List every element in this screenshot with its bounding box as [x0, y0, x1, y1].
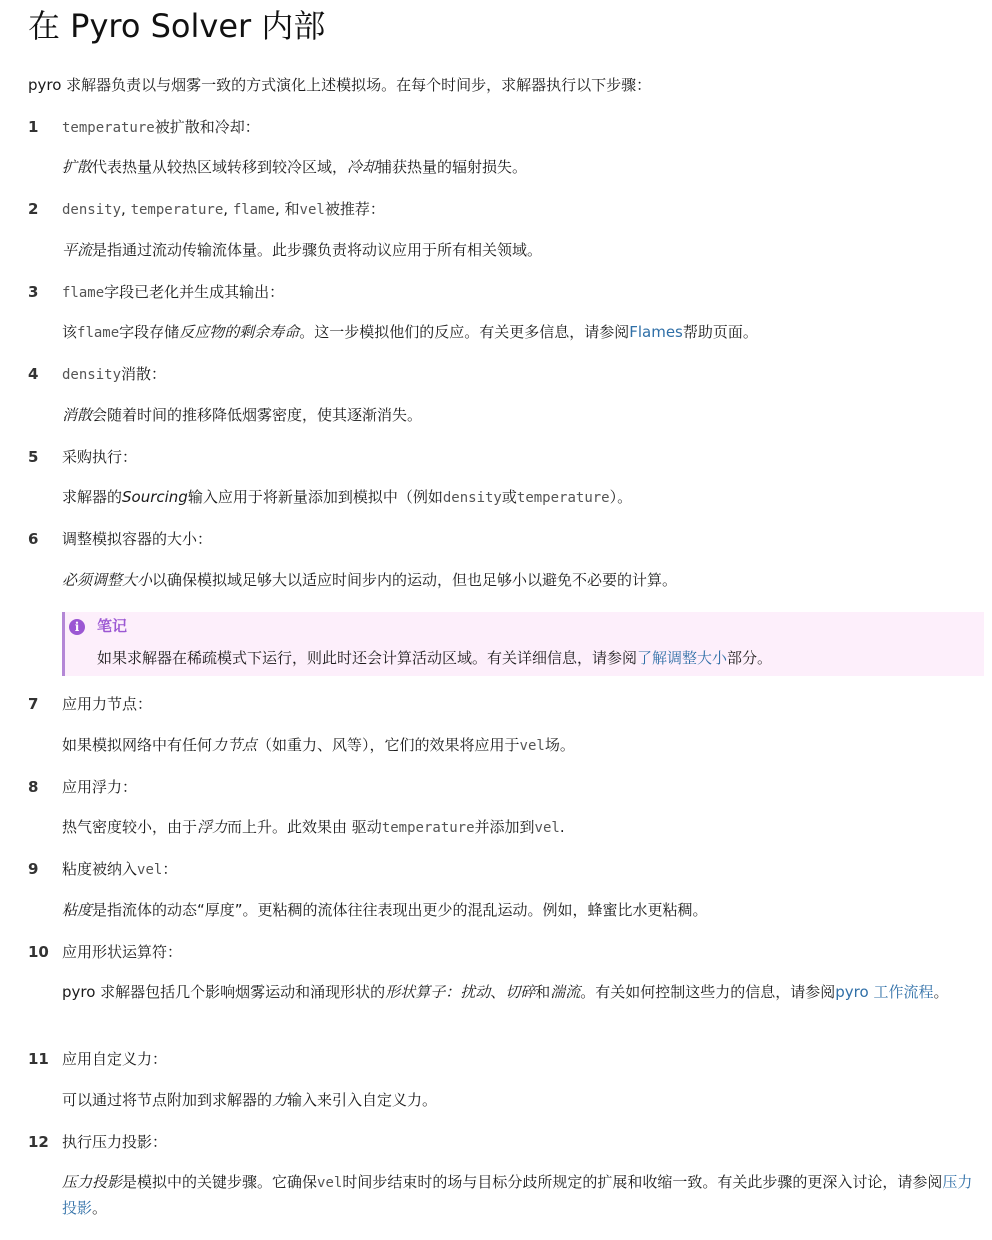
emphasis-term: 消散	[62, 406, 93, 424]
text-run: 或	[501, 488, 517, 506]
text-run: 。	[933, 983, 949, 1001]
text-run: 应用浮力：	[62, 778, 138, 796]
step-6-heading	[0, 528, 992, 550]
help-link[interactable]: 了解调整大小	[637, 649, 728, 667]
text-run: 输入来引入自定义力。	[287, 1091, 438, 1109]
text-run: 调整模拟容器的大小：	[62, 530, 213, 548]
step-9-body	[62, 898, 982, 923]
emphasis-term: 必须调整大小	[62, 571, 153, 589]
text-run: ,	[121, 200, 131, 218]
emphasis-term: 平流	[62, 241, 93, 259]
text-run: 帮助页面。	[682, 323, 758, 341]
text-run: 、	[490, 983, 506, 1001]
step-7-heading	[0, 693, 992, 715]
step-title	[62, 941, 182, 963]
text-run: pyro 求解器包括几个影响烟雾运动和涌现形状的	[62, 983, 386, 1001]
text-run: 可以通过将节点附加到求解器的	[62, 1091, 273, 1109]
step-number: 6	[28, 530, 39, 548]
text-run: 。	[92, 1199, 108, 1217]
text-run: 。有关如何控制这些力的信息，请参阅	[580, 983, 836, 1001]
step-title	[62, 116, 260, 139]
text-run: 而上升。此效果由 驱动	[227, 818, 382, 836]
code-term: flame	[232, 202, 275, 218]
code-term: vel	[534, 820, 560, 836]
code-term: vel	[317, 1175, 343, 1191]
text-run: 字段存储	[119, 323, 180, 341]
code-term: density	[442, 490, 502, 506]
step-10-body	[62, 980, 982, 1005]
emphasis-term: 扩散	[62, 158, 93, 176]
step-1-body	[62, 155, 982, 180]
emphasis-term: 湍流	[550, 983, 581, 1001]
text-run: 热气密度较小，由于	[62, 818, 198, 836]
step-title	[62, 198, 385, 221]
step-title	[62, 693, 152, 715]
text-run: ：	[162, 860, 178, 878]
code-term: temperature	[130, 202, 224, 218]
text-run: （如重力、风等），它们的效果将应用于	[257, 736, 520, 754]
text-run: 被扩散和冷却：	[154, 118, 260, 136]
step-title	[62, 363, 166, 386]
text-run: 并添加到	[474, 818, 535, 836]
step-8-body	[62, 815, 982, 841]
emphasis-term: 粘度	[62, 901, 93, 919]
text-run: 执行压力投影：	[62, 1133, 168, 1151]
text-run: .	[559, 818, 565, 836]
intro-paragraph: pyro 求解器负责以与烟雾一致的方式演化上述模拟场。在每个时间步，求解器执行以下步骤：	[28, 76, 652, 94]
text-run: 以确保模拟域足够大以适应时间步内的运动，但也足够小以避免不必要的计算。	[152, 571, 678, 589]
help-link[interactable]: pyro 工作流程	[835, 983, 934, 1001]
step-number: 3	[28, 283, 39, 301]
text-run: 和	[535, 983, 551, 1001]
step-3-body	[62, 320, 982, 346]
text-run: 应用力节点：	[62, 695, 153, 713]
text-run: 会随着时间的推移降低烟雾密度，使其逐渐消失。	[92, 406, 423, 424]
text-run: 被推荐：	[324, 200, 385, 218]
code-term: density	[62, 367, 122, 383]
step-10-heading	[0, 941, 992, 963]
step-number: 8	[28, 778, 39, 796]
step-title	[62, 858, 177, 881]
text-run: 字段已老化并生成其输出：	[104, 283, 285, 301]
step-number: 11	[28, 1050, 49, 1068]
text-run: 该	[62, 323, 78, 341]
step-title	[62, 446, 137, 468]
step-8-heading	[0, 776, 992, 798]
step-4-body	[62, 403, 982, 428]
step-number: 7	[28, 695, 39, 713]
emphasis-term: 冷却	[347, 158, 378, 176]
text-run: 场。	[544, 736, 575, 754]
text-run: , 和	[274, 200, 300, 218]
emphasis-term: 压力投影	[62, 1173, 123, 1191]
code-term: temperature	[516, 490, 610, 506]
help-link[interactable]: Flames	[629, 323, 683, 341]
text-run: 代表热量从较热区域转移到较冷区域，	[92, 158, 348, 176]
text-run: 应用形状运算符：	[62, 943, 183, 961]
text-run: 如果模拟网络中有任何	[62, 736, 213, 754]
step-number: 1	[28, 118, 39, 136]
code-term: temperature	[62, 120, 155, 136]
emphasis-term: 形状算子：扰动	[385, 983, 491, 1001]
step-1-heading	[0, 116, 992, 138]
text-run: 是模拟中的关键步骤。它确保	[122, 1173, 318, 1191]
text-run: 应用自定义力：	[62, 1050, 168, 1068]
step-title	[62, 528, 212, 550]
step-11-body	[62, 1088, 982, 1113]
step-6-body	[62, 568, 982, 593]
step-number: 10	[28, 943, 49, 961]
code-term: vel	[519, 738, 545, 754]
step-12-heading	[0, 1131, 992, 1153]
step-2-body	[62, 238, 982, 263]
step-title	[62, 281, 284, 304]
code-term: flame	[77, 325, 120, 341]
text-run: 粘度被纳入	[62, 860, 138, 878]
step-title	[62, 1048, 167, 1070]
emphasis-term: 力	[272, 1091, 288, 1109]
help-link[interactable]: 压力投影	[62, 1173, 973, 1217]
text-run: 输入应用于将新量添加到模拟中（例如	[187, 488, 443, 506]
text-run: ）。	[609, 488, 633, 506]
emphasis-term: 反应物的剩余寿命	[179, 323, 300, 341]
step-number: 9	[28, 860, 39, 878]
code-term: temperature	[381, 820, 475, 836]
step-11-heading	[0, 1048, 992, 1070]
step-title	[62, 776, 137, 798]
text-run: 。这一步模拟他们的反应。有关更多信息，请参阅	[299, 323, 630, 341]
text-run: 采购执行：	[62, 448, 138, 466]
step-5-heading	[0, 446, 992, 468]
info-icon: i	[69, 619, 85, 635]
text-run: 求解器的	[62, 488, 123, 506]
step-number: 4	[28, 365, 39, 383]
text-run: 时间步结束时的场与目标分歧所规定的扩展和收缩一致。有关此步骤的更深入讨论，请参阅	[342, 1173, 943, 1191]
step-9-heading	[0, 858, 992, 880]
note-callout	[62, 612, 984, 676]
text-run: 捕获热量的辐射损失。	[377, 158, 528, 176]
step-number: 2	[28, 200, 39, 218]
code-term: flame	[62, 285, 105, 301]
code-term: vel	[137, 862, 163, 878]
text-run: 消散：	[121, 365, 167, 383]
step-7-body	[62, 733, 982, 759]
text-run: 是指流体的动态“厚度”。更粘稠的流体往往表现出更少的混乱运动。例如，蜂蜜比水更粘稠。	[92, 901, 708, 919]
text-run: 部分。	[727, 649, 773, 667]
step-number: 5	[28, 448, 39, 466]
emphasis-term: 力节点	[212, 736, 258, 754]
step-2-heading	[0, 198, 992, 220]
code-term: density	[62, 202, 122, 218]
note-title: 笔记	[97, 617, 128, 635]
step-5-body	[62, 485, 982, 511]
text-run: 如果求解器在稀疏模式下运行，则此时还会计算活动区域。有关详细信息，请参阅	[97, 649, 638, 667]
page-title: 在 Pyro Solver 内部	[28, 7, 326, 45]
emphasis-term: 浮力	[197, 818, 228, 836]
emphasis-term: Sourcing	[122, 488, 188, 506]
note-text	[97, 647, 772, 669]
step-title	[62, 1131, 167, 1153]
text-run: ,	[223, 200, 233, 218]
code-term: vel	[299, 202, 325, 218]
step-12-body	[62, 1170, 982, 1221]
step-3-heading	[0, 281, 992, 303]
emphasis-term: 切碎	[505, 983, 536, 1001]
step-number: 12	[28, 1133, 49, 1151]
text-run: 是指通过流动传输流体量。此步骤负责将动议应用于所有相关领域。	[92, 241, 543, 259]
step-4-heading	[0, 363, 992, 385]
